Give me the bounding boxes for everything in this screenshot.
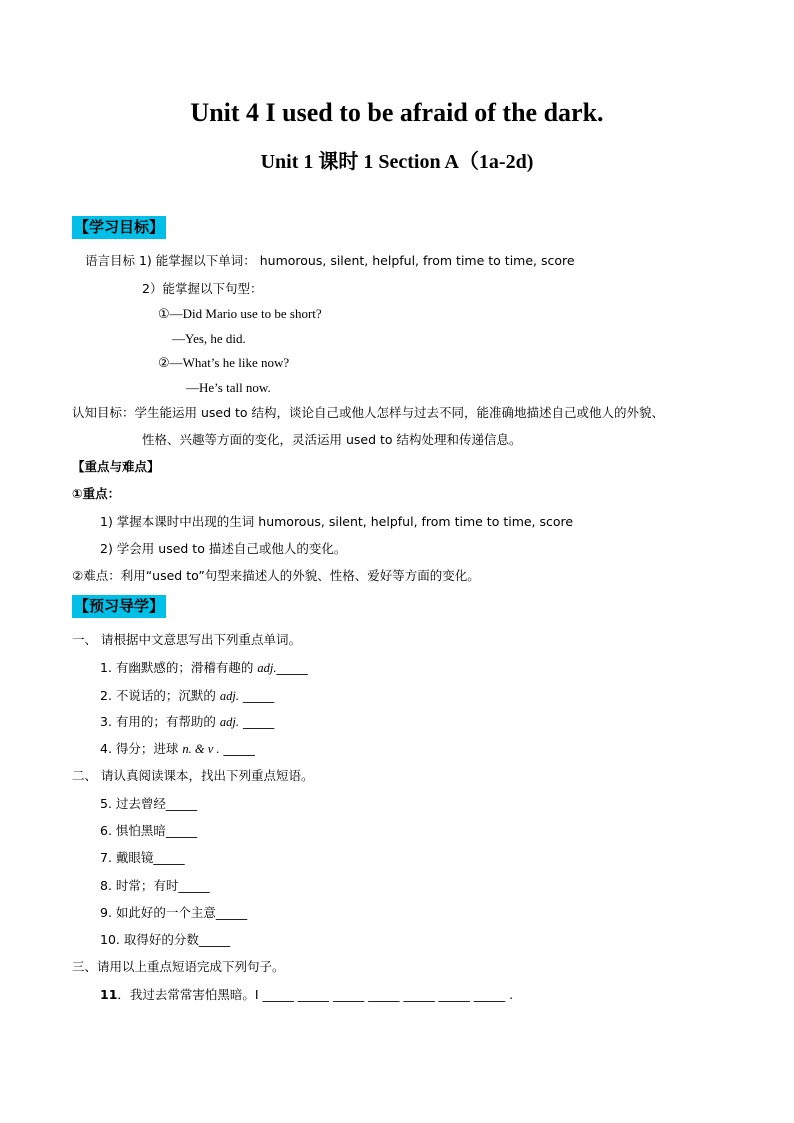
section-1-instruction: 一、 请根据中文意思写出下列重点单词。 <box>72 632 301 647</box>
word-item-4 <box>100 740 255 758</box>
word-item-1-blank: _____ <box>276 660 308 675</box>
word-item-4-text: 4. 得分；进球 <box>100 741 179 756</box>
section-3-instruction: 三、请用以上重点短语完成下列句子。 <box>72 959 285 974</box>
document-title: Unit 4 I used to be afraid of the dark. <box>190 98 604 127</box>
key-point-2: 2) 学会用 used to 描述自己或他人的变化。 <box>100 541 347 556</box>
word-item-3-text: 3. 有用的；有帮助的 <box>100 714 216 729</box>
phrase-item-10: 10. 取得好的分数_____ <box>100 932 231 947</box>
cognitive-goal-line1: 认知目标：学生能运用 used to 结构，谈论自己或他人怎样与过去不同，能准确地描述自己或他人的外貌、 <box>72 405 665 420</box>
phrase-item-9: 9. 如此好的一个主意_____ <box>100 905 248 920</box>
sentence-item-11 <box>100 986 513 1004</box>
sentence-question-1: ①—Did Mario use to be short? <box>158 306 322 321</box>
key-difficult-heading: 【重点与难点】 <box>72 459 160 474</box>
section-2-instruction: 二、 请认真阅读课本，找出下列重点短语。 <box>72 768 314 783</box>
difficulty-point: ②难点：利用“used to”句型来描述人的外貌、性格、爱好等方面的变化。 <box>72 568 480 583</box>
phrase-item-5: 5. 过去曾经_____ <box>100 796 198 811</box>
sentence-item-11-text: ．我过去常常害怕黑暗。I _____ _____ _____ _____ _____ _____ _____ . <box>117 987 514 1002</box>
word-item-3-blank: _____ <box>242 714 275 729</box>
word-item-2 <box>100 687 274 705</box>
document-subtitle: Unit 1 课时 1 Section A（1a-2d) <box>260 151 534 173</box>
word-item-2-pos: adj. <box>219 689 239 703</box>
sentence-item-11-number: 11 <box>100 987 118 1002</box>
sentence-answer-1: —Yes, he did. <box>172 331 246 346</box>
phrase-item-8: 8. 时常；有时_____ <box>100 878 210 893</box>
word-item-4-blank: _____ <box>223 741 255 756</box>
word-item-1-text: 1. 有幽默感的；滑稽有趣的 <box>100 660 254 675</box>
learning-goals-tag: 【学习目标】 <box>72 216 166 239</box>
key-point-label: ①重点： <box>72 486 121 501</box>
key-point-1: 1) 掌握本课时中出现的生词 humorous, silent, helpful, from time to time, score <box>100 514 574 529</box>
word-item-3-pos: adj. <box>219 715 239 729</box>
cognitive-goal-line2: 性格、兴趣等方面的变化，灵活运用 used to 结构处理和传递信息。 <box>142 432 522 447</box>
word-item-4-pos: n. & v . <box>182 742 220 756</box>
word-item-1 <box>100 659 308 677</box>
phrase-item-7: 7. 戴眼镜_____ <box>100 850 185 865</box>
sentence-answer-2: —He’s tall now. <box>186 380 271 395</box>
word-item-2-blank: _____ <box>242 688 275 703</box>
language-goal-line1: 语言目标 1) 能掌握以下单词： humorous, silent, helpful, from time to time, score <box>85 253 575 268</box>
preview-guide-tag: 【预习导学】 <box>72 595 166 618</box>
sentence-question-2: ②—What’s he like now? <box>158 355 290 370</box>
word-item-3 <box>100 713 274 731</box>
word-item-2-text: 2. 不说话的；沉默的 <box>100 688 216 703</box>
language-goal-line2: 2）能掌握以下句型： <box>142 281 263 296</box>
phrase-item-6: 6. 惧怕黑暗_____ <box>100 823 198 838</box>
word-item-1-pos: adj. <box>257 661 277 675</box>
